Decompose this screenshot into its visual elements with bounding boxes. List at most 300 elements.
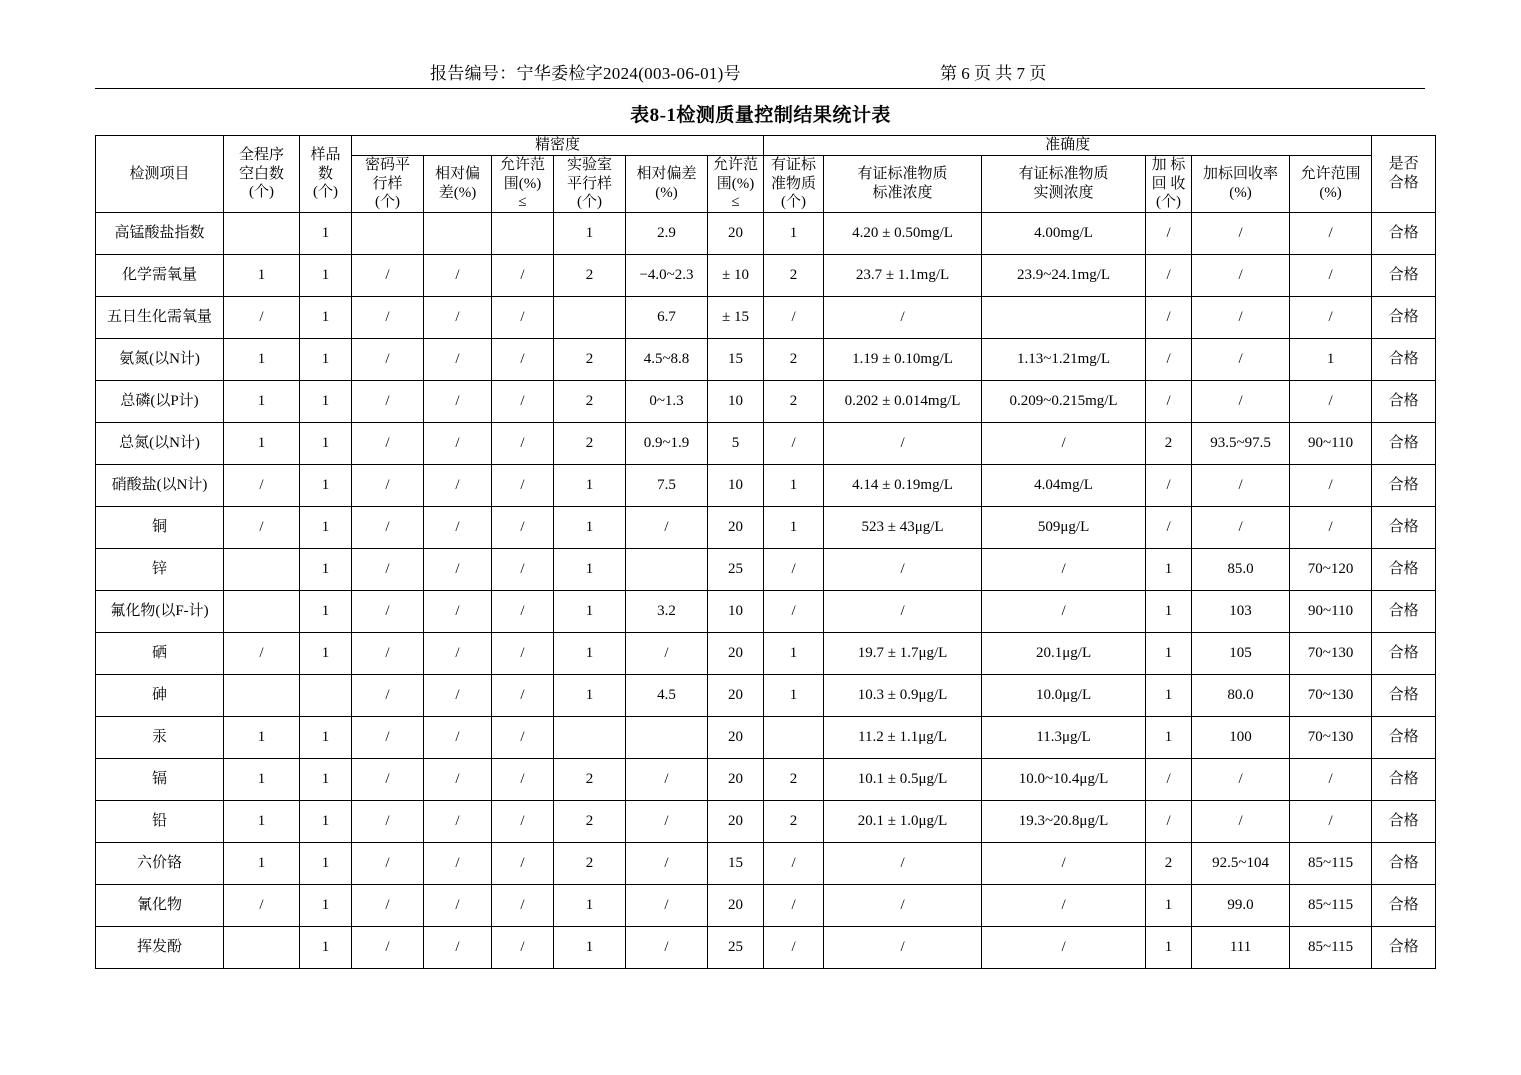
cell-sample: 1	[300, 927, 352, 969]
cell-code: /	[352, 423, 424, 465]
rd2-line2: (%)	[655, 184, 678, 201]
cell-rd1: /	[424, 885, 492, 927]
crmn-line2: 准物质	[771, 175, 817, 192]
allow1-line2: 围(%)	[503, 175, 542, 192]
cell-blank	[224, 549, 300, 591]
cell-pass: 合格	[1372, 717, 1436, 759]
cell-rec: 105	[1192, 633, 1290, 675]
col-header-allow-lab	[708, 155, 764, 212]
cell-item: 硒	[96, 633, 224, 675]
cell-sample: 1	[300, 549, 352, 591]
col-header-item: 检测项目	[96, 136, 224, 213]
cell-recr: /	[1290, 297, 1372, 339]
cell-blank: /	[224, 507, 300, 549]
cell-crmn: 2	[764, 339, 824, 381]
table-row	[96, 759, 1436, 801]
cell-lab: 2	[554, 255, 626, 297]
cell-crmn: /	[764, 885, 824, 927]
cell-pass: 合格	[1372, 255, 1436, 297]
cell-allow1: /	[492, 339, 554, 381]
cell-code: /	[352, 549, 424, 591]
cell-item: 氰化物	[96, 885, 224, 927]
cell-spike: /	[1146, 255, 1192, 297]
cell-blank	[224, 927, 300, 969]
cell-crmn: 2	[764, 255, 824, 297]
cell-recr: /	[1290, 381, 1372, 423]
cell-rd2: /	[626, 633, 708, 675]
cell-code: /	[352, 297, 424, 339]
table-row	[96, 381, 1436, 423]
cell-crmmea: /	[982, 549, 1146, 591]
cell-crmmea: 20.1μg/L	[982, 633, 1146, 675]
cell-lab: 2	[554, 423, 626, 465]
cell-rd1: /	[424, 507, 492, 549]
cell-blank: 1	[224, 255, 300, 297]
cell-allow1: /	[492, 507, 554, 549]
page-header	[95, 58, 1425, 89]
cell-lab: 1	[554, 213, 626, 255]
cell-crmn	[764, 717, 824, 759]
cell-spike: /	[1146, 759, 1192, 801]
cell-rd1	[424, 213, 492, 255]
cell-crmstd: /	[824, 885, 982, 927]
cell-recr: 85~115	[1290, 843, 1372, 885]
cell-recr: /	[1290, 213, 1372, 255]
cell-sample: 1	[300, 633, 352, 675]
report-number: 报告编号：宁华委检字2024(003-06-01)号	[430, 64, 741, 83]
cell-spike: 1	[1146, 927, 1192, 969]
table-row	[96, 213, 1436, 255]
table-row	[96, 423, 1436, 465]
table-row	[96, 927, 1436, 969]
cell-spike: 1	[1146, 591, 1192, 633]
cell-item: 硝酸盐(以N计)	[96, 465, 224, 507]
cell-crmmea: 4.04mg/L	[982, 465, 1146, 507]
cell-item: 化学需氧量	[96, 255, 224, 297]
cell-rd1: /	[424, 255, 492, 297]
cell-allow1: /	[492, 381, 554, 423]
cell-crmmea: /	[982, 885, 1146, 927]
cell-pass: 合格	[1372, 465, 1436, 507]
cell-pass: 合格	[1372, 549, 1436, 591]
cell-rd1: /	[424, 759, 492, 801]
cell-spike: 2	[1146, 843, 1192, 885]
rec-line2: (%)	[1229, 184, 1252, 201]
cell-item: 砷	[96, 675, 224, 717]
cell-blank	[224, 213, 300, 255]
cell-allow2: 15	[708, 843, 764, 885]
pass-line1: 是否	[1388, 156, 1419, 173]
cell-rd2: 0.9~1.9	[626, 423, 708, 465]
cell-rd2: 6.7	[626, 297, 708, 339]
table-row	[96, 591, 1436, 633]
cell-code: /	[352, 801, 424, 843]
cell-blank: 1	[224, 423, 300, 465]
blank-line3: (个)	[249, 184, 274, 201]
cell-item: 镉	[96, 759, 224, 801]
cell-spike: /	[1146, 381, 1192, 423]
cell-rd2: 4.5	[626, 675, 708, 717]
cell-lab: 2	[554, 759, 626, 801]
table-row	[96, 633, 1436, 675]
cell-lab: 1	[554, 465, 626, 507]
cell-item: 铅	[96, 801, 224, 843]
cell-pass: 合格	[1372, 423, 1436, 465]
cell-allow1: /	[492, 633, 554, 675]
cell-crmn: /	[764, 843, 824, 885]
cell-crmstd: 20.1 ± 1.0μg/L	[824, 801, 982, 843]
rec-line1: 加标回收率	[1203, 166, 1279, 183]
cell-code: /	[352, 255, 424, 297]
table-row	[96, 801, 1436, 843]
cell-rec: /	[1192, 297, 1290, 339]
cell-pass: 合格	[1372, 885, 1436, 927]
cell-crmn: /	[764, 927, 824, 969]
col-header-crm-measured-conc	[982, 155, 1146, 212]
cell-sample: 1	[300, 423, 352, 465]
cell-spike: /	[1146, 339, 1192, 381]
cell-code: /	[352, 759, 424, 801]
allow1-line3: ≤	[518, 194, 527, 211]
cell-allow1: /	[492, 423, 554, 465]
cell-pass: 合格	[1372, 297, 1436, 339]
cell-crmn: 1	[764, 507, 824, 549]
cell-recr: 70~120	[1290, 549, 1372, 591]
cell-code	[352, 213, 424, 255]
pass-line2: 合格	[1388, 175, 1419, 191]
cell-recr: /	[1290, 759, 1372, 801]
cell-rd2	[626, 549, 708, 591]
cell-allow2: 5	[708, 423, 764, 465]
cell-rd2: 2.9	[626, 213, 708, 255]
cell-sample: 1	[300, 885, 352, 927]
cell-crmn: 1	[764, 675, 824, 717]
cell-rec: 100	[1192, 717, 1290, 759]
cell-crmmea: /	[982, 423, 1146, 465]
cell-crmn: /	[764, 423, 824, 465]
crmmea-line1: 有证标准物质	[1018, 166, 1109, 183]
cell-allow2: 25	[708, 927, 764, 969]
cell-crmmea: 10.0μg/L	[982, 675, 1146, 717]
sample-line2: 数	[317, 165, 333, 182]
cell-crmmea: /	[982, 927, 1146, 969]
cell-blank: /	[224, 297, 300, 339]
cell-sample: 1	[300, 297, 352, 339]
cell-lab	[554, 717, 626, 759]
cell-code: /	[352, 339, 424, 381]
table-row	[96, 717, 1436, 759]
cell-rec: 111	[1192, 927, 1290, 969]
cell-code: /	[352, 717, 424, 759]
cell-allow1: /	[492, 591, 554, 633]
cell-rec: /	[1192, 759, 1290, 801]
table-row	[96, 465, 1436, 507]
cell-allow2: 20	[708, 633, 764, 675]
cell-sample: 1	[300, 381, 352, 423]
cell-crmstd: 0.202 ± 0.014mg/L	[824, 381, 982, 423]
cell-spike: /	[1146, 297, 1192, 339]
cell-allow1: /	[492, 759, 554, 801]
cell-rec: /	[1192, 507, 1290, 549]
cell-recr: 90~110	[1290, 423, 1372, 465]
cell-crmmea: 509μg/L	[982, 507, 1146, 549]
cell-sample: 1	[300, 465, 352, 507]
cell-pass: 合格	[1372, 213, 1436, 255]
code-line1: 密码平	[364, 156, 410, 173]
col-header-code-parallel	[352, 155, 424, 212]
cell-crmmea: /	[982, 843, 1146, 885]
cell-spike: 2	[1146, 423, 1192, 465]
cell-rec: 80.0	[1192, 675, 1290, 717]
cell-rd1: /	[424, 717, 492, 759]
cell-pass: 合格	[1372, 507, 1436, 549]
recr-line1: 允许范围	[1300, 166, 1361, 183]
cell-crmmea: 11.3μg/L	[982, 717, 1146, 759]
cell-spike: /	[1146, 801, 1192, 843]
cell-crmn: /	[764, 297, 824, 339]
cell-allow2: 20	[708, 759, 764, 801]
lab-line1: 实验室	[566, 156, 612, 173]
cell-allow1: /	[492, 297, 554, 339]
cell-spike: 1	[1146, 885, 1192, 927]
cell-allow2: 20	[708, 801, 764, 843]
spike-line1: 加 标	[1151, 156, 1186, 173]
cell-crmn: 1	[764, 633, 824, 675]
cell-pass: 合格	[1372, 843, 1436, 885]
crmmea-line2: 实测浓度	[1033, 184, 1094, 201]
cell-item: 氟化物(以F-计)	[96, 591, 224, 633]
table-row	[96, 255, 1436, 297]
cell-code: /	[352, 885, 424, 927]
cell-rd1: /	[424, 633, 492, 675]
cell-crmstd: /	[824, 927, 982, 969]
cell-crmstd: /	[824, 549, 982, 591]
cell-rd2	[626, 717, 708, 759]
cell-pass: 合格	[1372, 801, 1436, 843]
table-row	[96, 297, 1436, 339]
cell-rec: 93.5~97.5	[1192, 423, 1290, 465]
cell-code: /	[352, 591, 424, 633]
cell-code: /	[352, 633, 424, 675]
table-header	[96, 136, 1436, 213]
cell-allow2: ± 15	[708, 297, 764, 339]
cell-blank: /	[224, 885, 300, 927]
crmn-line1: 有证标	[771, 156, 817, 173]
cell-allow1	[492, 213, 554, 255]
col-header-crm-count	[764, 155, 824, 212]
cell-allow2: 10	[708, 465, 764, 507]
rd2-line1: 相对偏差	[636, 166, 697, 183]
col-header-rd-code	[424, 155, 492, 212]
cell-allow2: 20	[708, 885, 764, 927]
cell-allow2: 20	[708, 675, 764, 717]
cell-code: /	[352, 675, 424, 717]
cell-rec: /	[1192, 213, 1290, 255]
cell-rd1: /	[424, 423, 492, 465]
page-number: 第 6 页 共 7 页	[940, 64, 1047, 83]
cell-rd2: /	[626, 927, 708, 969]
cell-spike: /	[1146, 465, 1192, 507]
allow2-line1: 允许范	[713, 156, 759, 173]
cell-allow1: /	[492, 675, 554, 717]
cell-crmstd: 523 ± 43μg/L	[824, 507, 982, 549]
cell-item: 总氮(以N计)	[96, 423, 224, 465]
cell-rec: 99.0	[1192, 885, 1290, 927]
table-row	[96, 843, 1436, 885]
recr-line2: (%)	[1319, 184, 1342, 201]
cell-rd1: /	[424, 675, 492, 717]
cell-blank: 1	[224, 843, 300, 885]
cell-sample	[300, 675, 352, 717]
cell-rd2: /	[626, 885, 708, 927]
col-header-pass	[1372, 136, 1436, 213]
cell-pass: 合格	[1372, 591, 1436, 633]
cell-crmstd: 23.7 ± 1.1mg/L	[824, 255, 982, 297]
cell-blank: 1	[224, 801, 300, 843]
cell-recr: 70~130	[1290, 633, 1372, 675]
cell-blank: 1	[224, 717, 300, 759]
cell-crmstd: 10.1 ± 0.5μg/L	[824, 759, 982, 801]
cell-recr: 70~130	[1290, 717, 1372, 759]
cell-crmmea: 10.0~10.4μg/L	[982, 759, 1146, 801]
table-row	[96, 675, 1436, 717]
cell-crmn: 2	[764, 759, 824, 801]
code-line3: (个)	[375, 194, 400, 211]
cell-rec: /	[1192, 801, 1290, 843]
cell-rd2: 7.5	[626, 465, 708, 507]
cell-item: 锌	[96, 549, 224, 591]
col-header-blank	[224, 136, 300, 213]
cell-item: 总磷(以P计)	[96, 381, 224, 423]
cell-recr: 70~130	[1290, 675, 1372, 717]
cell-blank: /	[224, 465, 300, 507]
cell-lab	[554, 297, 626, 339]
cell-sample: 1	[300, 591, 352, 633]
col-header-spike-count	[1146, 155, 1192, 212]
cell-crmn: /	[764, 591, 824, 633]
cell-sample: 1	[300, 213, 352, 255]
cell-pass: 合格	[1372, 927, 1436, 969]
cell-blank	[224, 675, 300, 717]
cell-rd1: /	[424, 927, 492, 969]
cell-lab: 1	[554, 927, 626, 969]
cell-crmstd: 4.14 ± 0.19mg/L	[824, 465, 982, 507]
cell-allow1: /	[492, 801, 554, 843]
col-header-allow-code	[492, 155, 554, 212]
cell-allow2: 10	[708, 591, 764, 633]
cell-allow1: /	[492, 465, 554, 507]
col-header-recovery-range	[1290, 155, 1372, 212]
cell-crmstd: /	[824, 423, 982, 465]
cell-allow1: /	[492, 255, 554, 297]
cell-recr: 1	[1290, 339, 1372, 381]
cell-rd1: /	[424, 591, 492, 633]
cell-pass: 合格	[1372, 339, 1436, 381]
cell-lab: 1	[554, 591, 626, 633]
cell-sample: 1	[300, 255, 352, 297]
group-header-accuracy: 准确度	[764, 136, 1372, 156]
header-row-groups	[96, 136, 1436, 156]
lab-line3: (个)	[577, 194, 602, 211]
cell-crmn: 1	[764, 465, 824, 507]
table-row	[96, 549, 1436, 591]
table-row	[96, 507, 1436, 549]
cell-crmstd: /	[824, 843, 982, 885]
spike-line3: (个)	[1156, 194, 1182, 211]
cell-spike: /	[1146, 507, 1192, 549]
cell-recr: /	[1290, 465, 1372, 507]
allow2-line2: 围(%)	[716, 175, 755, 192]
cell-rd2: 0~1.3	[626, 381, 708, 423]
cell-blank: 1	[224, 381, 300, 423]
spike-line2: 回 收	[1151, 175, 1186, 192]
col-header-lab-parallel	[554, 155, 626, 212]
cell-sample: 1	[300, 507, 352, 549]
cell-crmmea: 4.00mg/L	[982, 213, 1146, 255]
table-row	[96, 339, 1436, 381]
cell-crmstd: 11.2 ± 1.1μg/L	[824, 717, 982, 759]
cell-rd1: /	[424, 339, 492, 381]
cell-crmmea: 19.3~20.8μg/L	[982, 801, 1146, 843]
cell-lab: 2	[554, 843, 626, 885]
cell-lab: 1	[554, 633, 626, 675]
blank-line1: 全程序	[238, 146, 284, 163]
cell-spike: 1	[1146, 633, 1192, 675]
cell-crmstd: 19.7 ± 1.7μg/L	[824, 633, 982, 675]
cell-allow1: /	[492, 549, 554, 591]
cell-code: /	[352, 843, 424, 885]
cell-item: 挥发酚	[96, 927, 224, 969]
cell-allow2: 25	[708, 549, 764, 591]
cell-rec: /	[1192, 465, 1290, 507]
cell-spike: /	[1146, 213, 1192, 255]
crmstd-line2: 标准浓度	[872, 184, 933, 201]
cell-crmn: /	[764, 549, 824, 591]
cell-sample: 1	[300, 759, 352, 801]
group-header-precision: 精密度	[352, 136, 764, 156]
cell-crmmea: 1.13~1.21mg/L	[982, 339, 1146, 381]
cell-sample: 1	[300, 339, 352, 381]
cell-recr: 85~115	[1290, 885, 1372, 927]
blank-line2: 空白数	[238, 165, 284, 182]
cell-rd1: /	[424, 297, 492, 339]
cell-rec: 103	[1192, 591, 1290, 633]
col-header-recovery	[1192, 155, 1290, 212]
cell-item: 汞	[96, 717, 224, 759]
cell-lab: 1	[554, 549, 626, 591]
cell-lab: 1	[554, 507, 626, 549]
cell-crmmea	[982, 297, 1146, 339]
allow2-line3: ≤	[731, 194, 740, 211]
cell-crmstd: 10.3 ± 0.9μg/L	[824, 675, 982, 717]
cell-crmmea: 0.209~0.215mg/L	[982, 381, 1146, 423]
cell-rec: /	[1192, 255, 1290, 297]
cell-crmmea: 23.9~24.1mg/L	[982, 255, 1146, 297]
rd1-line1: 相对偏	[434, 166, 480, 183]
cell-spike: 1	[1146, 549, 1192, 591]
cell-rd1: /	[424, 381, 492, 423]
cell-lab: 1	[554, 885, 626, 927]
cell-allow1: /	[492, 885, 554, 927]
cell-rd2: /	[626, 843, 708, 885]
cell-crmstd: /	[824, 297, 982, 339]
cell-recr: /	[1290, 255, 1372, 297]
cell-crmstd: 4.20 ± 0.50mg/L	[824, 213, 982, 255]
cell-item: 六价铬	[96, 843, 224, 885]
cell-blank: /	[224, 633, 300, 675]
allow1-line1: 允许范	[499, 156, 545, 173]
cell-code: /	[352, 465, 424, 507]
